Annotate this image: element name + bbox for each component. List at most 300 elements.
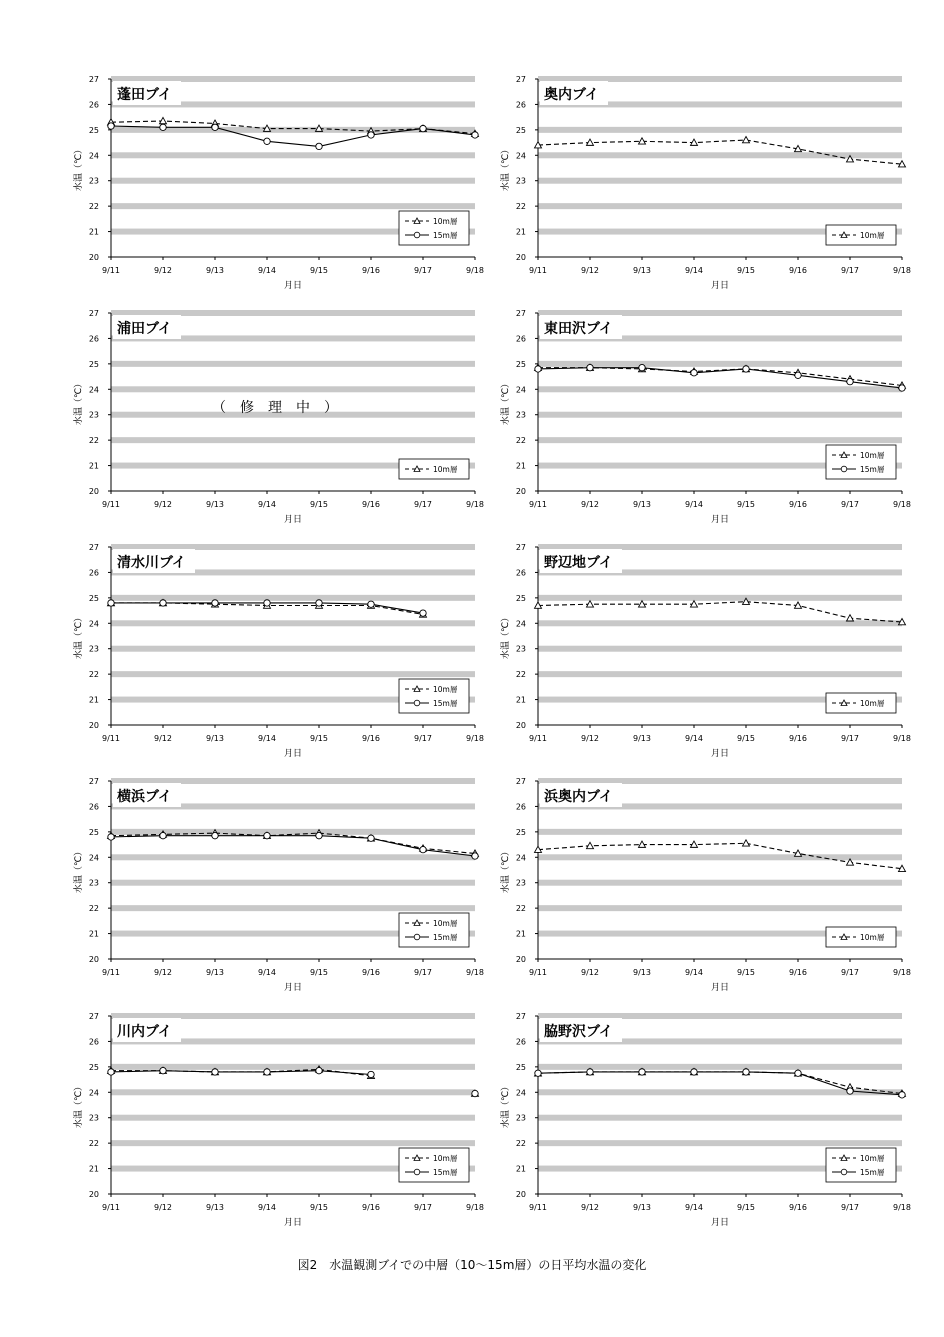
y-tick-label: 22 [515,904,526,914]
data-point-15m [472,132,478,138]
gridline-band [538,437,902,443]
y-tick-label: 24 [515,853,526,863]
gridline-band [111,595,475,601]
x-tick-label: 9/18 [893,266,911,275]
y-axis-label: 水温（℃） [74,378,84,426]
gridline-band [538,178,902,184]
gridline-band [538,1140,902,1146]
x-tick-label: 9/14 [258,1203,276,1212]
data-point-15m [368,835,374,841]
x-tick-label: 9/18 [893,968,911,977]
gridline-band [111,880,475,886]
legend-label-10m: 10m層 [433,465,458,474]
x-tick-label: 9/18 [466,968,484,977]
legend-label-10m: 10m層 [433,1154,458,1163]
data-point-15m [264,138,270,144]
gridline-band [111,854,475,860]
x-tick-label: 9/14 [685,1203,703,1212]
y-tick-label: 23 [88,410,99,420]
gridline-band [538,203,902,209]
y-tick-label: 23 [515,644,526,654]
x-tick-label: 9/13 [206,968,224,977]
data-point-15m [316,1067,322,1073]
x-tick-label: 9/15 [737,266,755,275]
legend-marker-15m [841,466,847,472]
x-tick-label: 9/11 [529,500,547,509]
x-tick-label: 9/16 [362,266,380,275]
x-tick-label: 9/16 [789,968,807,977]
y-tick-label: 25 [515,1062,526,1072]
y-tick-label: 24 [88,1088,99,1098]
y-tick-label: 25 [515,359,526,369]
data-point-15m [368,601,374,607]
x-tick-label: 9/12 [581,266,599,275]
y-axis-label: 水温（℃） [501,378,511,426]
y-tick-label: 26 [515,334,526,344]
x-tick-label: 9/11 [529,266,547,275]
chart-title: 東田沢ブイ [544,321,613,337]
y-tick-label: 22 [88,436,99,446]
y-tick-label: 21 [88,695,99,705]
x-tick-label: 9/11 [529,734,547,743]
x-tick-label: 9/14 [258,500,276,509]
y-tick-label: 25 [88,359,99,369]
y-tick-label: 27 [515,777,526,786]
x-tick-label: 9/17 [841,1203,859,1212]
y-tick-label: 23 [515,878,526,888]
data-point-15m [264,832,270,838]
gridline-band [111,203,475,209]
data-point-15m [160,600,166,606]
legend-marker-15m [841,1169,847,1175]
data-point-15m [847,378,853,384]
x-tick-label: 9/12 [154,734,172,743]
gridline-band [111,178,475,184]
x-tick-label: 9/17 [414,266,432,275]
data-point-15m [420,846,426,852]
legend-label-15m: 15m層 [860,1168,885,1177]
x-tick-label: 9/17 [414,734,432,743]
data-point-15m [108,834,114,840]
y-tick-label: 25 [515,593,526,603]
x-tick-label: 9/18 [466,500,484,509]
y-tick-label: 26 [88,1037,99,1047]
x-tick-label: 9/11 [102,266,120,275]
y-tick-label: 26 [515,1037,526,1047]
y-tick-label: 25 [88,593,99,603]
data-point-15m [639,1069,645,1075]
x-tick-label: 9/17 [414,1203,432,1212]
gridline-band [111,1115,475,1121]
x-axis-label: 月日 [710,983,730,993]
y-tick-label: 22 [515,670,526,680]
chart-title: 川内ブイ [117,1024,172,1040]
x-tick-label: 9/16 [362,500,380,509]
gridline-band [111,152,475,158]
y-tick-label: 21 [88,461,99,471]
y-tick-label: 27 [88,309,99,318]
y-tick-label: 20 [88,1190,99,1199]
gridline-band [111,1140,475,1146]
chart-panel-1 [72,75,484,291]
legend-label-15m: 15m層 [433,699,458,708]
data-point-15m [160,124,166,130]
legend-label-10m: 10m層 [860,699,885,708]
x-tick-label: 9/15 [737,1203,755,1212]
legend-label-10m: 10m層 [860,933,885,942]
x-tick-label: 9/14 [258,968,276,977]
chart-panel-8 [499,777,911,993]
x-tick-label: 9/11 [102,734,120,743]
legend-marker-15m [414,700,420,706]
y-tick-label: 20 [88,721,99,730]
gridline-band [111,386,475,392]
data-point-15m [160,832,166,838]
y-tick-label: 21 [515,929,526,939]
x-axis-label: 月日 [710,1218,730,1228]
x-tick-label: 9/13 [206,1203,224,1212]
legend-label-10m: 10m層 [433,919,458,928]
x-tick-label: 9/11 [529,1203,547,1212]
y-axis-label: 水温（℃） [74,846,84,894]
y-tick-label: 22 [515,1139,526,1149]
x-tick-label: 9/12 [154,266,172,275]
x-axis-label: 月日 [283,515,303,525]
y-tick-label: 27 [88,75,99,84]
y-tick-label: 27 [88,543,99,552]
x-tick-label: 9/14 [258,266,276,275]
y-tick-label: 26 [88,100,99,110]
data-point-15m [795,372,801,378]
x-tick-label: 9/14 [685,266,703,275]
y-axis-label: 水温（℃） [74,1081,84,1129]
y-tick-label: 20 [515,253,526,262]
x-tick-label: 9/15 [737,500,755,509]
gridline-band [538,854,902,860]
x-tick-label: 9/16 [789,734,807,743]
x-axis-label: 月日 [283,281,303,291]
x-tick-label: 9/17 [841,968,859,977]
gridline-band [111,671,475,677]
y-tick-label: 24 [88,853,99,863]
chart-panel-7 [72,777,484,993]
x-tick-label: 9/13 [633,734,651,743]
gridline-band [111,646,475,652]
legend-label-10m: 10m層 [433,685,458,694]
legend-label-10m: 10m層 [860,451,885,460]
data-point-15m [316,600,322,606]
data-point-10m [743,137,750,143]
x-tick-label: 9/13 [206,500,224,509]
x-tick-label: 9/11 [102,500,120,509]
y-axis-label: 水温（℃） [501,144,511,192]
chart-title: 浜奥内ブイ [544,789,613,805]
x-tick-label: 9/14 [685,500,703,509]
y-tick-label: 23 [88,878,99,888]
y-tick-label: 21 [515,1164,526,1174]
y-tick-label: 22 [515,436,526,446]
x-tick-label: 9/13 [633,968,651,977]
gridline-band [538,1115,902,1121]
x-tick-label: 9/15 [310,968,328,977]
data-point-15m [535,1070,541,1076]
y-tick-label: 24 [88,151,99,161]
x-tick-label: 9/13 [633,266,651,275]
y-tick-label: 24 [515,1088,526,1098]
y-tick-label: 26 [515,100,526,110]
data-point-15m [743,1069,749,1075]
gridline-band [538,671,902,677]
y-tick-label: 25 [515,125,526,135]
y-tick-label: 23 [88,1113,99,1123]
x-tick-label: 9/15 [310,1203,328,1212]
y-tick-label: 23 [88,176,99,186]
figure-caption: 図2 水温観測ブイでの中層（10～15m層）の日平均水温の変化 [297,1258,647,1272]
y-tick-label: 22 [515,202,526,212]
y-tick-label: 24 [88,619,99,629]
y-tick-label: 23 [515,1113,526,1123]
y-axis-label: 水温（℃） [501,1081,511,1129]
data-point-15m [368,132,374,138]
y-tick-label: 22 [88,670,99,680]
y-tick-label: 25 [88,125,99,135]
x-tick-label: 9/16 [362,734,380,743]
series-line-15m [111,836,475,856]
data-point-15m [212,1069,218,1075]
y-tick-label: 24 [515,151,526,161]
x-tick-label: 9/18 [466,734,484,743]
chart-title: 脇野沢ブイ [544,1024,613,1040]
y-tick-label: 20 [515,487,526,496]
chart-title: 野辺地ブイ [544,555,613,571]
y-tick-label: 22 [88,904,99,914]
data-point-15m [212,600,218,606]
x-tick-label: 9/15 [310,266,328,275]
chart-title: 横浜ブイ [117,789,172,805]
y-axis-label: 水温（℃） [501,846,511,894]
x-tick-label: 9/18 [466,266,484,275]
y-tick-label: 24 [88,385,99,395]
y-tick-label: 25 [88,1062,99,1072]
data-point-15m [899,1092,905,1098]
x-tick-label: 9/14 [685,968,703,977]
data-point-15m [212,832,218,838]
gridline-band [538,829,902,835]
x-tick-label: 9/12 [154,1203,172,1212]
chart-note: （ 修 理 中 ） [212,400,338,416]
data-point-15m [535,366,541,372]
y-tick-label: 27 [515,543,526,552]
y-tick-label: 21 [515,461,526,471]
gridline-band [538,595,902,601]
y-tick-label: 21 [88,929,99,939]
y-tick-label: 20 [88,487,99,496]
x-tick-label: 9/18 [466,1203,484,1212]
y-tick-label: 24 [515,619,526,629]
gridline-band [538,905,902,911]
x-axis-label: 月日 [710,515,730,525]
legend-label-10m: 10m層 [860,1154,885,1163]
gridline-band [111,361,475,367]
legend-label-10m: 10m層 [860,231,885,240]
x-axis-label: 月日 [710,281,730,291]
x-tick-label: 9/13 [206,266,224,275]
x-axis-label: 月日 [283,983,303,993]
data-point-15m [691,1069,697,1075]
y-tick-label: 23 [515,176,526,186]
gridline-band [111,620,475,626]
data-point-15m [160,1067,166,1073]
data-point-15m [368,1071,374,1077]
gridline-band [111,437,475,443]
y-tick-label: 25 [515,827,526,837]
gridline-band [538,152,902,158]
x-tick-label: 9/17 [414,968,432,977]
x-tick-label: 9/14 [685,734,703,743]
legend-marker-15m [414,1169,420,1175]
data-point-15m [795,1070,801,1076]
y-tick-label: 27 [88,1012,99,1021]
x-tick-label: 9/13 [633,1203,651,1212]
x-tick-label: 9/12 [154,500,172,509]
chart-panel-9 [72,1012,484,1228]
x-tick-label: 9/12 [154,968,172,977]
x-tick-label: 9/11 [102,968,120,977]
y-tick-label: 21 [515,227,526,237]
x-tick-label: 9/18 [893,734,911,743]
legend-label-15m: 15m層 [860,465,885,474]
chart-panel-2 [499,75,911,291]
x-axis-label: 月日 [283,749,303,759]
data-point-15m [316,832,322,838]
data-point-15m [587,364,593,370]
y-tick-label: 26 [515,802,526,812]
data-point-15m [264,600,270,606]
x-tick-label: 9/15 [737,968,755,977]
data-point-15m [743,366,749,372]
data-point-10m [743,840,750,846]
y-tick-label: 21 [88,1164,99,1174]
y-tick-label: 26 [88,802,99,812]
y-tick-label: 25 [88,827,99,837]
y-tick-label: 27 [515,1012,526,1021]
data-point-15m [108,1069,114,1075]
x-tick-label: 9/15 [310,500,328,509]
x-tick-label: 9/17 [841,500,859,509]
data-point-15m [420,610,426,616]
data-point-15m [108,123,114,129]
y-tick-label: 26 [88,568,99,578]
x-axis-label: 月日 [283,1218,303,1228]
gridline-band [538,386,902,392]
data-point-15m [691,370,697,376]
chart-panel-6 [499,543,911,759]
gridline-band [111,1089,475,1095]
gridline-band [538,127,902,133]
chart-title: 奥内ブイ [544,87,599,103]
y-tick-label: 20 [88,253,99,262]
y-tick-label: 21 [515,695,526,705]
x-tick-label: 9/12 [581,1203,599,1212]
legend-marker-15m [414,232,420,238]
data-point-15m [899,385,905,391]
data-point-15m [587,1069,593,1075]
x-tick-label: 9/11 [529,968,547,977]
x-tick-label: 9/11 [102,1203,120,1212]
x-tick-label: 9/17 [841,734,859,743]
x-tick-label: 9/17 [841,266,859,275]
legend-marker-15m [414,934,420,940]
legend-label-15m: 15m層 [433,933,458,942]
gridline-band [538,1064,902,1070]
x-tick-label: 9/12 [581,968,599,977]
x-tick-label: 9/16 [789,1203,807,1212]
chart-panel-4 [499,309,911,525]
data-point-15m [847,1088,853,1094]
x-tick-label: 9/14 [258,734,276,743]
y-tick-label: 27 [515,75,526,84]
x-tick-label: 9/15 [737,734,755,743]
y-tick-label: 23 [515,410,526,420]
gridline-band [538,412,902,418]
x-tick-label: 9/16 [362,968,380,977]
gridline-band [538,646,902,652]
data-point-15m [264,1069,270,1075]
data-point-15m [472,853,478,859]
y-tick-label: 20 [515,1190,526,1199]
y-tick-label: 23 [88,644,99,654]
y-tick-label: 20 [515,721,526,730]
chart-title: 清水川ブイ [117,555,186,571]
y-tick-label: 22 [88,1139,99,1149]
chart-panel-5 [72,543,484,759]
y-tick-label: 27 [88,777,99,786]
x-tick-label: 9/18 [893,1203,911,1212]
legend-label-15m: 15m層 [433,1168,458,1177]
data-point-15m [316,143,322,149]
y-tick-label: 20 [515,955,526,964]
legend-label-15m: 15m層 [433,231,458,240]
x-tick-label: 9/12 [581,500,599,509]
x-tick-label: 9/13 [206,734,224,743]
x-tick-label: 9/15 [310,734,328,743]
x-tick-label: 9/13 [633,500,651,509]
y-tick-label: 21 [88,227,99,237]
y-tick-label: 26 [515,568,526,578]
y-axis-label: 水温（℃） [74,144,84,192]
x-tick-label: 9/12 [581,734,599,743]
chart-panel-3 [72,309,484,525]
data-point-15m [420,125,426,131]
y-tick-label: 27 [515,309,526,318]
x-tick-label: 9/18 [893,500,911,509]
y-axis-label: 水温（℃） [501,612,511,660]
legend-label-10m: 10m層 [433,217,458,226]
x-tick-label: 9/16 [789,266,807,275]
y-tick-label: 22 [88,202,99,212]
data-point-15m [108,600,114,606]
x-tick-label: 9/16 [789,500,807,509]
y-tick-label: 20 [88,955,99,964]
y-tick-label: 26 [88,334,99,344]
data-point-15m [639,364,645,370]
y-axis-label: 水温（℃） [74,612,84,660]
x-axis-label: 月日 [710,749,730,759]
chart-title: 蓬田ブイ [117,87,172,103]
y-tick-label: 24 [515,385,526,395]
gridline-band [538,880,902,886]
x-tick-label: 9/16 [362,1203,380,1212]
